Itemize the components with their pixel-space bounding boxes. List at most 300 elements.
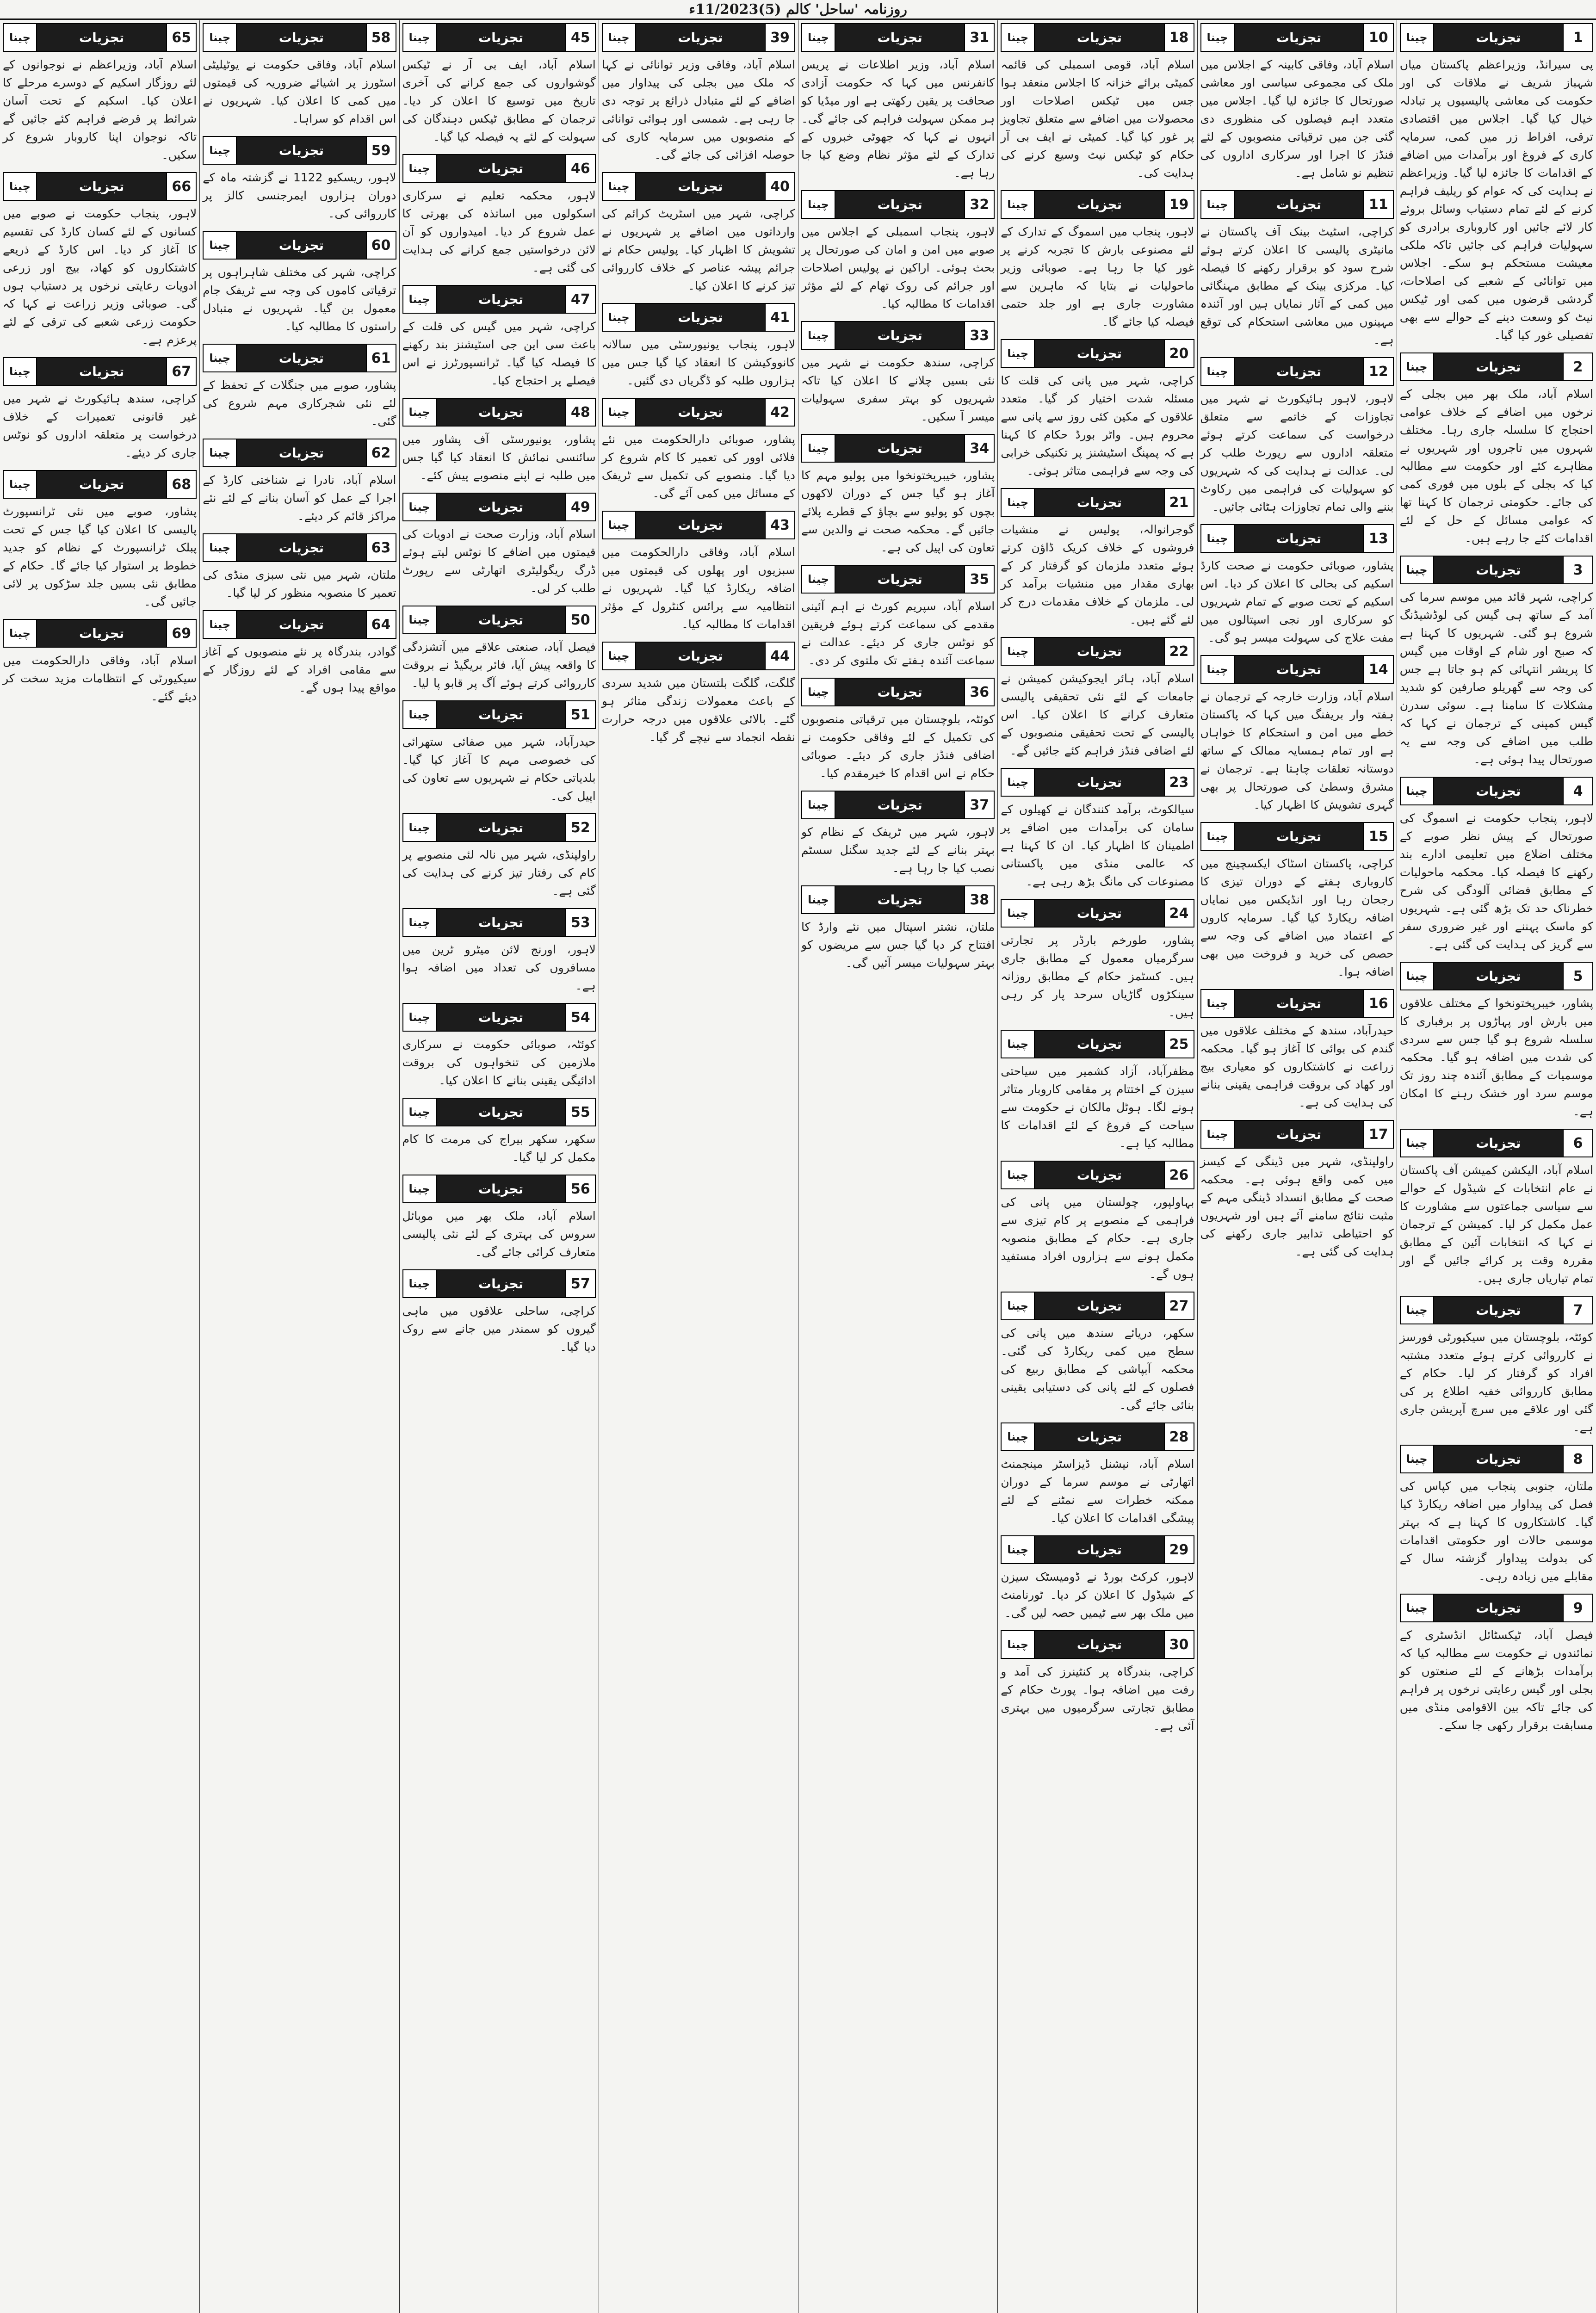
news-item-tag: چینا (1401, 778, 1434, 804)
news-item-tag: چینا (1002, 769, 1035, 796)
news-item-header (402, 154, 596, 183)
news-item-tag: چینا (403, 814, 437, 841)
news-item-number: 22 (1164, 638, 1194, 665)
news-item (203, 136, 396, 223)
news-item (1200, 655, 1394, 814)
news-item-number: 60 (366, 232, 396, 259)
news-item-label: تجزیات (437, 494, 565, 520)
news-item-label: تجزیات (636, 643, 765, 669)
news-item-header (1001, 637, 1194, 666)
news-item-body: سکھر، سکھر بیراج کی مرمت کا کام مکمل کر لیا گیا۔ (402, 1132, 596, 1164)
news-item (203, 533, 396, 602)
news-item-number: 56 (565, 1175, 595, 1202)
news-item-number: 50 (565, 606, 595, 633)
news-item-header (1400, 962, 1593, 990)
news-item (402, 23, 596, 146)
news-item-body: کراچی، شہر میں پانی کی قلت کا مسئلہ شدت اختیار کر گیا۔ متعدد علاقوں کے مکین کئی روز سے پانی سے محروم ہیں۔ واٹر بورڈ حکام کا کہنا ہے کہ پمپنگ اسٹیشنز پر تکنیکی خرابی کی وجہ سے فراہمی متاثر ہوئی۔ (1001, 374, 1194, 477)
news-item-body: لاہور، پنجاب حکومت نے اسموگ کی صورتحال کے پیش نظر صوبے کے مختلف اضلاع میں تعلیمی ادارے بند رکھنے کا فیصلہ کیا۔ محکمہ ماحولیات کے مطابق فضائی آلودگی کی شرح خطرناک حد تک بڑھ گئی ہے۔ شہریوں کو ماسک پہننے اور غیر ضروری سفر سے گریز کی ہدایت کی گئی ہے۔ (1399, 811, 1593, 951)
news-item-body: کراچی، شہر کی مختلف شاہراہوں پر ترقیاتی کاموں کی وجہ سے ٹریفک جام معمول بن گیا۔ شہریوں نے متبادل راستوں کا مطالبہ کیا۔ (203, 266, 396, 333)
news-item-tag: چینا (204, 611, 237, 638)
news-item-tag: چینا (603, 399, 636, 426)
news-item-body: ملتان، نشتر اسپتال میں نئے وارڈ کا افتتاح کر دیا گیا جس سے مریضوں کو بہتر سہولیات میسر آئیں گی۔ (801, 920, 995, 970)
news-item-body: اسلام آباد، وفاقی کابینہ کے اجلاس میں ملک کی مجموعی سیاسی اور معاشی صورتحال کا جائزہ لیا گیا۔ اجلاس میں متعدد اہم فیصلوں کی منظوری دی گئی جن میں ترقیاتی منصوبوں کے لئے فنڈز کا اجرا اور سرکاری اداروں کی تنظیم نو شامل ہے۔ (1200, 58, 1394, 179)
news-item-number: 28 (1164, 1423, 1194, 1450)
news-item (1001, 1630, 1194, 1735)
news-item (203, 439, 396, 525)
news-item (402, 154, 596, 277)
news-item-body: اسلام آباد، قومی اسمبلی کی قائمہ کمیٹی برائے خزانہ کا اجلاس منعقد ہوا جس میں ٹیکس اصلاحات اور محصولات میں اضافے سے متعلق تجاویز پر غور کیا گیا۔ کمیٹی نے ایف بی آر حکام کو ٹیکس نیٹ وسیع کرنے کی ہدایت کی۔ (1001, 58, 1194, 179)
news-item-number: 6 (1563, 1130, 1592, 1156)
news-item-tag: چینا (204, 534, 237, 561)
news-item-number: 40 (765, 173, 794, 200)
news-item-header (203, 533, 396, 562)
news-item-header (203, 231, 396, 260)
news-item-label: تجزیات (1035, 1293, 1163, 1319)
news-item-tag: چینا (1401, 1595, 1434, 1621)
news-item-label: تجزیات (237, 439, 365, 466)
news-item-label: تجزیات (1434, 353, 1563, 380)
news-item (801, 190, 995, 313)
news-item-label: تجزیات (1434, 1595, 1563, 1621)
news-item-number: 23 (1164, 769, 1194, 796)
news-item-number: 54 (565, 1004, 595, 1031)
news-column (0, 20, 199, 2313)
news-item (1001, 1535, 1194, 1622)
news-item-label: تجزیات (437, 1270, 565, 1297)
news-item-body: اسلام آباد، ملک بھر میں موبائل سروس کی بہتری کے لئے نئی پالیسی متعارف کرائی جائے گی۔ (402, 1209, 596, 1259)
news-item-tag: چینا (403, 1004, 437, 1031)
news-item-header (402, 813, 596, 842)
news-item-body: کراچی، سندھ ہائیکورٹ نے شہر میں غیر قانونی تعمیرات کے خلاف درخواست پر متعلقہ اداروں کو نوٹس جاری کر دیئے۔ (3, 392, 197, 459)
news-item-number: 43 (765, 512, 794, 538)
news-item-label: تجزیات (237, 232, 365, 259)
news-item-header (801, 23, 995, 52)
news-item (801, 678, 995, 782)
news-item (1001, 23, 1194, 182)
news-item-body: لاہور، شہر میں ٹریفک کے نظام کو بہتر بنانے کے لئے جدید سگنل سسٹم نصب کیا جا رہا ہے۔ (801, 825, 995, 875)
news-column (1397, 20, 1596, 2313)
news-item-label: تجزیات (636, 399, 765, 426)
news-item-label: تجزیات (437, 606, 565, 633)
news-item-label: تجزیات (835, 191, 964, 218)
news-item-body: اسلام آباد، وزارت صحت نے ادویات کی قیمتوں میں اضافے کا نوٹس لیتے ہوئے ڈرگ ریگولیٹری اتھارٹی سے رپورٹ طلب کر لی۔ (402, 527, 596, 595)
news-item-header (801, 321, 995, 350)
news-item-number: 9 (1563, 1595, 1592, 1621)
news-item-number: 12 (1363, 358, 1393, 385)
news-item-tag: چینا (4, 24, 37, 51)
news-item-tag: چینا (403, 399, 437, 426)
news-item-body: کراچی، سندھ حکومت نے شہر میں نئی بسیں چلانے کا اعلان کیا تاکہ شہریوں کو بہتر سفری سہولیات میسر آ سکیں۔ (801, 356, 995, 423)
news-item-number: 51 (565, 701, 595, 728)
news-item-tag: چینا (1201, 24, 1235, 51)
news-item-number: 44 (765, 643, 794, 669)
news-item-label: تجزیات (237, 611, 365, 638)
news-item-body: کراچی، ساحلی علاقوں میں ماہی گیروں کو سمندر میں جانے سے روک دیا گیا۔ (402, 1304, 596, 1354)
news-column (599, 20, 798, 2313)
news-item-number: 25 (1164, 1031, 1194, 1058)
news-item-header (1200, 190, 1394, 219)
news-item-label: تجزیات (1434, 1446, 1563, 1472)
news-item-label: تجزیات (237, 345, 365, 371)
news-item-tag: چینا (1002, 1423, 1035, 1450)
news-item-label: تجزیات (437, 909, 565, 936)
news-item-number: 37 (964, 792, 994, 818)
news-item-header (203, 23, 396, 52)
news-item-body: پشاور، خیبرپختونخوا کے مختلف علاقوں میں بارش اور پہاڑوں پر برفباری کا سلسلہ شروع ہو گیا جس سے سردی کی شدت میں اضافہ ہو گیا۔ محکمہ موسمیات کے مطابق آئندہ چند روز تک موسم سرد اور خشک رہنے کا امکان ہے۔ (1399, 996, 1593, 1118)
news-item-tag: چینا (603, 173, 636, 200)
news-item-header (602, 398, 795, 427)
news-item-number: 17 (1363, 1121, 1393, 1148)
masthead (0, 0, 1596, 19)
news-item-body: اسلام آباد، وفاقی دارالحکومت میں سیکیورٹی کے انتظامات مزید سخت کر دیئے گئے۔ (3, 654, 197, 703)
news-item-tag: چینا (1002, 489, 1035, 516)
news-item-header (3, 470, 197, 499)
news-item-number: 36 (964, 679, 994, 705)
news-item-label: تجزیات (237, 137, 365, 164)
news-item-label: تجزیات (237, 534, 365, 561)
news-item-tag: چینا (802, 322, 835, 349)
news-item-label: تجزیات (437, 155, 565, 182)
news-item-tag: چینا (603, 304, 636, 331)
news-item-number: 8 (1563, 1446, 1592, 1472)
news-item-tag: چینا (204, 232, 237, 259)
news-item-tag: چینا (1401, 24, 1434, 51)
news-item-tag: چینا (4, 620, 37, 647)
news-item-number: 58 (366, 24, 396, 51)
news-item-body: گوادر، بندرگاہ پر نئے منصوبوں کے آغاز سے مقامی افراد کے لئے روزگار کے مواقع پیدا ہوں گے۔ (203, 645, 396, 694)
news-item-label: تجزیات (37, 620, 166, 647)
news-item-body: اسلام آباد، وفاقی حکومت نے یوٹیلیٹی اسٹورز پر اشیائے ضروریہ کی قیمتوں میں کمی کا اعلان کیا۔ شہریوں نے اس اقدام کو سراہا۔ (203, 58, 396, 125)
news-item (3, 172, 197, 349)
news-item-body: پشاور، صوبائی دارالحکومت میں نئے فلائی اوور کی تعمیر کا کام شروع کر دیا گیا۔ منصوبے کی تکمیل سے ٹریفک کے مسائل میں کمی آئے گی۔ (601, 433, 795, 500)
news-item-header (602, 511, 795, 539)
news-item-header (1001, 1535, 1194, 1564)
news-item-number: 66 (166, 173, 196, 200)
news-item-number: 59 (366, 137, 396, 164)
news-item-number: 30 (1164, 1631, 1194, 1658)
news-item-header (1400, 1445, 1593, 1473)
news-item (1001, 1161, 1194, 1283)
news-item-number: 27 (1164, 1293, 1194, 1319)
news-item-tag: چینا (802, 191, 835, 218)
news-item-label: تجزیات (37, 471, 166, 498)
news-item-number: 41 (765, 304, 794, 331)
news-item-label: تجزیات (1434, 1130, 1563, 1156)
news-item (402, 908, 596, 995)
news-item-tag: چینا (403, 701, 437, 728)
news-item-body: سیالکوٹ، برآمد کنندگان نے کھیلوں کے سامان کی برآمدات میں اضافے پر اطمینان کا اظہار کیا۔ ان کا کہنا ہے کہ عالمی منڈی میں پاکستانی مصنوعات کی مانگ بڑھ رہی ہے۔ (1001, 803, 1194, 888)
news-item-body: حیدرآباد، سندھ کے مختلف علاقوں میں گندم کی بوائی کا آغاز ہو گیا۔ محکمہ زراعت نے کاشتکاروں کو معیاری بیج اور کھاد کی بروقت فراہمی یقینی بنانے کی ہدایت کی ہے۔ (1200, 1024, 1394, 1109)
news-item-label: تجزیات (437, 24, 565, 51)
news-item-number: 3 (1563, 557, 1592, 583)
news-item-label: تجزیات (1434, 1297, 1563, 1323)
news-item-body: اسلام آباد، وفاقی دارالحکومت میں سبزیوں اور پھلوں کی قیمتوں میں اضافہ ریکارڈ کیا گیا۔ شہریوں نے انتظامیہ سے پرائس کنٹرول کے مؤثر اقدامات کا مطالبہ کیا۔ (601, 545, 795, 631)
news-item (1200, 1120, 1394, 1261)
news-item-label: تجزیات (437, 814, 565, 841)
news-item-label: تجزیات (1035, 191, 1163, 218)
news-item-tag: چینا (1401, 557, 1434, 583)
news-item-tag: چینا (1201, 525, 1235, 552)
news-item-header (602, 303, 795, 332)
news-item (1400, 1445, 1593, 1585)
news-item-body: پشاور، یونیورسٹی آف پشاور میں سائنسی نمائش کا انعقاد کیا گیا جس میں طلبہ نے اپنے منصوبے پیش کئے۔ (402, 433, 596, 482)
news-item-number: 1 (1563, 24, 1592, 51)
news-item-body: سکھر، دریائے سندھ میں پانی کی سطح میں کمی ریکارڈ کی گئی۔ محکمہ آبپاشی کے مطابق ربیع کی فصلوں کے لئے پانی کی دستیابی یقینی بنائی جائے گی۔ (1001, 1326, 1194, 1412)
news-item-number: 33 (964, 322, 994, 349)
news-item-body: پشاور، طورخم بارڈر پر تجارتی سرگرمیاں معمول کے مطابق جاری ہیں۔ کسٹمز حکام کے مطابق روزانہ سینکڑوں گاڑیاں سرحد پار کر رہی ہیں۔ (1001, 934, 1194, 1019)
news-item (1400, 962, 1593, 1120)
news-item (203, 610, 396, 697)
news-item-header (3, 23, 197, 52)
news-item-body: لاہور، کرکٹ بورڈ نے ڈومیسٹک سیزن کے شیڈول کا اعلان کر دیا۔ ٹورنامنٹ میں ملک بھر سے ٹیمیں حصہ لیں گی۔ (1001, 1570, 1194, 1620)
news-item-header (1001, 23, 1194, 52)
news-item (3, 23, 197, 164)
news-item-tag: چینا (1002, 1031, 1035, 1058)
news-item (602, 23, 795, 164)
news-item (801, 23, 995, 182)
news-item-number: 49 (565, 494, 595, 520)
news-item-number: 38 (964, 886, 994, 913)
news-item-body: پشاور، خیبرپختونخوا میں پولیو مہم کا آغاز ہو گیا جس کے دوران لاکھوں بچوں کو پولیو سے بچاؤ کے قطرے پلائے جائیں گے۔ محکمہ صحت نے والدین سے تعاون کی اپیل کی ہے۔ (801, 469, 995, 554)
news-item-tag: چینا (603, 512, 636, 538)
news-item-label: تجزیات (835, 566, 964, 593)
news-item-header (402, 285, 596, 314)
news-item-body: لاہور، پنجاب حکومت نے صوبے میں کسانوں کے لئے کسان کارڈ کی تقسیم کا آغاز کر دیا۔ اس کارڈ کے ذریعے کاشتکاروں کو کھاد، بیج اور زرعی ادویات رعایتی نرخوں پر دستیاب ہوں گی۔ صوبائی وزیر زراعت نے کہا کہ حکومت زرعی شعبے کی ترقی کے لئے پرعزم ہے۔ (3, 207, 197, 346)
news-item-header (1400, 23, 1593, 52)
news-item-number: 35 (964, 566, 994, 593)
news-item (402, 813, 596, 900)
news-item-header (1001, 768, 1194, 797)
news-item-body: ملتان، شہر میں نئی سبزی منڈی کی تعمیر کا منصوبہ منظور کر لیا گیا۔ (203, 568, 396, 600)
news-item-body: راولپنڈی، شہر میں نالہ لئی منصوبے پر کام کی رفتار تیز کرنے کی ہدایت کی گئی ہے۔ (402, 848, 596, 897)
news-item-body: راولپنڈی، شہر میں ڈینگی کے کیسز میں کمی واقع ہوئی ہے۔ محکمہ صحت کے مطابق انسداد ڈینگی مہم کے مثبت نتائج سامنے آئے ہیں اور شہریوں کو احتیاطی تدابیر جاری رکھنے کی ہدایت کی گئی ہے۔ (1200, 1155, 1394, 1258)
news-item-tag: چینا (403, 24, 437, 51)
news-column (399, 20, 599, 2313)
news-item-body: گوجرانوالہ، پولیس نے منشیات فروشوں کے خلاف کریک ڈاؤن کرتے ہوئے متعدد ملزمان کو گرفتار کر کے بھاری مقدار میں منشیات برآمد کر لی۔ ملزمان کے خلاف مقدمات درج کر لئے گئے ہیں۔ (1001, 523, 1194, 626)
news-item-body: کراچی، شہر میں گیس کی قلت کے باعث سی این جی اسٹیشنز بند رکھنے کا فیصلہ کیا گیا۔ ٹرانسپورٹرز نے اس فیصلے پر احتجاج کیا۔ (402, 320, 596, 387)
news-item (203, 231, 396, 335)
news-item-header (402, 1098, 596, 1126)
news-item (402, 398, 596, 484)
news-item-number: 69 (166, 620, 196, 647)
news-item-tag: چینا (204, 345, 237, 371)
news-item-number: 34 (964, 435, 994, 462)
news-item-label: تجزیات (835, 24, 964, 51)
news-item-body: اسلام آباد، نیشنل ڈیزاسٹر مینجمنٹ اتھارٹی نے موسم سرما کے دوران ممکنہ خطرات سے نمٹنے کے لئے پیشگی اقدامات کا اعلان کیا۔ (1001, 1457, 1194, 1525)
news-item-header (402, 606, 596, 634)
news-item (1001, 1292, 1194, 1414)
news-item-tag: چینا (204, 24, 237, 51)
news-item-header (1200, 1120, 1394, 1149)
news-item-label: تجزیات (437, 286, 565, 313)
news-item-header (1001, 190, 1194, 219)
news-item-tag: چینا (403, 1270, 437, 1297)
news-item-label: تجزیات (1235, 1121, 1363, 1148)
news-item-label: تجزیات (1434, 557, 1563, 583)
news-item-tag: چینا (1201, 990, 1235, 1017)
news-item-label: تجزیات (1035, 1631, 1163, 1658)
news-item-number: 46 (565, 155, 595, 182)
news-item-number: 21 (1164, 489, 1194, 516)
news-item-number: 65 (166, 24, 196, 51)
news-item-tag: چینا (1201, 358, 1235, 385)
news-item-tag: چینا (403, 1099, 437, 1126)
news-column (1197, 20, 1397, 2313)
news-item-label: تجزیات (1235, 358, 1363, 385)
news-item (1001, 1422, 1194, 1527)
news-item-label: تجزیات (37, 358, 166, 385)
news-item-label: تجزیات (636, 512, 765, 538)
news-item (801, 434, 995, 557)
news-item-label: تجزیات (1035, 769, 1163, 796)
news-item-header (203, 439, 396, 467)
news-item (602, 303, 795, 390)
news-item-tag: چینا (403, 155, 437, 182)
news-item-tag: چینا (802, 24, 835, 51)
news-item-number: 19 (1164, 191, 1194, 218)
news-item-header (801, 791, 995, 819)
news-item (402, 285, 596, 390)
news-item (402, 1175, 596, 1261)
news-item-body: اسلام آباد، الیکشن کمیشن آف پاکستان نے عام انتخابات کے شیڈول کے حوالے سے سیاسی جماعتوں سے مشاورت کا عمل مکمل کر لیا۔ کمیشن کے ترجمان نے کہا کہ انتخابات آئین کے مطابق مقررہ وقت پر کرائے جائیں گے اور تمام تیاریاں جاری ہیں۔ (1399, 1163, 1593, 1285)
news-item-header (801, 678, 995, 706)
news-item (1400, 556, 1593, 768)
news-item (1001, 768, 1194, 891)
news-item (1400, 777, 1593, 953)
news-item-label: تجزیات (1035, 340, 1163, 367)
news-item-header (1400, 777, 1593, 805)
news-item-body: اسلام آباد، وزیراعظم نے نوجوانوں کے لئے روزگار اسکیم کے دوسرے مرحلے کا اعلان کیا۔ اسکیم کے تحت آسان شرائط پر قرضے فراہم کئے جائیں گے تاکہ نوجوان اپنا کاروبار شروع کر سکیں۔ (3, 58, 197, 161)
news-item-number: 10 (1363, 24, 1393, 51)
news-item-body: لاہور، ریسکیو 1122 نے گزشتہ ماہ کے دوران ہزاروں ایمرجنسی کالز پر کارروائی کی۔ (203, 171, 396, 220)
news-item-header (801, 190, 995, 219)
news-item-label: تجزیات (835, 322, 964, 349)
news-item-header (402, 398, 596, 427)
news-item-label: تجزیات (437, 701, 565, 728)
news-item-header (1400, 353, 1593, 381)
news-item-label: تجزیات (37, 173, 166, 200)
news-item-label: تجزیات (1235, 656, 1363, 683)
news-item-body: بہاولپور، چولستان میں پانی کی فراہمی کے منصوبے پر کام تیزی سے جاری ہے۔ حکام کے مطابق منصوبہ مکمل ہونے سے ہزاروں افراد مستفید ہوں گے۔ (1001, 1195, 1194, 1281)
news-item-number: 55 (565, 1099, 595, 1126)
news-item-tag: چینا (802, 566, 835, 593)
news-item-number: 61 (366, 345, 396, 371)
news-item-number: 57 (565, 1270, 595, 1297)
news-item-label: تجزیات (1035, 1031, 1163, 1058)
news-item-label: تجزیات (1235, 990, 1363, 1017)
news-item-header (402, 1269, 596, 1298)
news-item-label: تجزیات (37, 24, 166, 51)
news-item-header (602, 23, 795, 52)
news-item-body: اسلام آباد، ہائر ایجوکیشن کمیشن نے جامعات کے لئے نئی تحقیقی پالیسی متعارف کرانے کا اعلان کیا۔ اس پالیسی کے تحت تحقیقی منصوبوں کے لئے اضافی فنڈز فراہم کئے جائیں گے۔ (1001, 672, 1194, 757)
news-item-body: لاہور، پنجاب اسمبلی کے اجلاس میں صوبے میں امن و امان کی صورتحال پر بحث ہوئی۔ اراکین نے پولیس اصلاحات اور جرائم کی روک تھام کے لئے مؤثر اقدامات کا مطالبہ کیا۔ (801, 225, 995, 310)
news-item-tag: چینا (1401, 1297, 1434, 1323)
news-item (1001, 637, 1194, 760)
news-item-label: تجزیات (636, 173, 765, 200)
news-item-header (203, 136, 396, 165)
news-item-number: 5 (1563, 963, 1592, 990)
news-item-label: تجزیات (1235, 823, 1363, 850)
news-item-body: حیدرآباد، شہر میں صفائی ستھرائی کی خصوصی مہم کا آغاز کیا گیا۔ بلدیاتی حکام نے شہریوں سے تعاون کی اپیل کی۔ (402, 735, 596, 803)
news-item-label: تجزیات (437, 1175, 565, 1202)
news-item-header (1001, 899, 1194, 928)
news-item-body: کوئٹہ، صوبائی حکومت نے سرکاری ملازمین کی تنخواہوں کی بروقت ادائیگی یقینی بنانے کا اعلان کیا۔ (402, 1038, 596, 1087)
news-item (402, 606, 596, 692)
news-item-number: 14 (1363, 656, 1393, 683)
masthead-divider (0, 19, 1596, 20)
news-item-label: تجزیات (437, 1004, 565, 1031)
news-item-body: کراچی، پاکستان اسٹاک ایکسچینج میں کاروباری ہفتے کے دوران تیزی کا رجحان رہا اور انڈیکس میں نمایاں اضافہ ریکارڈ کیا گیا۔ سرمایہ کاروں کے اعتماد میں اضافے کی وجہ سے حصص کی خرید و فروخت میں بھی اضافہ ہوا۔ (1200, 857, 1394, 978)
news-item-tag: چینا (204, 137, 237, 164)
news-item-header (801, 565, 995, 594)
news-item-header (1200, 822, 1394, 851)
news-item (1400, 23, 1593, 344)
news-item-body: لاہور، پنجاب یونیورسٹی میں سالانہ کانووکیشن کا انعقاد کیا گیا جس میں ہزاروں طلبہ کو ڈگریاں دی گئیں۔ (601, 338, 795, 387)
news-item-header (1001, 488, 1194, 517)
news-item-header (1001, 1030, 1194, 1058)
news-item-header (602, 642, 795, 670)
news-item-body: مظفرآباد، آزاد کشمیر میں سیاحتی سیزن کے اختتام پر مقامی کاروبار متاثر ہونے لگا۔ ہوٹل مالکان نے حکومت سے سیاحت کے فروغ کے لئے اقدامات کا مطالبہ کیا ہے۔ (1001, 1064, 1194, 1150)
news-item-tag: چینا (603, 643, 636, 669)
news-item-label: تجزیات (1434, 963, 1563, 990)
news-item-header (801, 885, 995, 914)
news-item-label: تجزیات (835, 886, 964, 913)
news-item-header (402, 1003, 596, 1032)
news-item-label: تجزیات (835, 435, 964, 462)
news-item-header (1200, 357, 1394, 386)
news-item-body: کوئٹہ، بلوچستان میں ترقیاتی منصوبوں کی تکمیل کے لئے وفاقی حکومت نے اضافی فنڈز جاری کر دیئے۔ صوبائی حکام نے اس اقدام کا خیرمقدم کیا۔ (801, 712, 995, 780)
news-item-body: کراچی، اسٹیٹ بینک آف پاکستان نے مانیٹری پالیسی کا اعلان کرتے ہوئے شرح سود کو برقرار رکھنے کا فیصلہ کیا۔ مرکزی بینک کے مطابق مہنگائی میں کمی کے آثار نمایاں ہیں اور آئندہ مہینوں میں معاشی استحکام کی توقع ہے۔ (1200, 225, 1394, 346)
news-item-tag: چینا (4, 471, 37, 498)
news-item (1200, 23, 1394, 182)
news-item (1400, 353, 1593, 547)
news-item-body: لاہور، پنجاب میں اسموگ کے تدارک کے لئے مصنوعی بارش کا تجربہ کرنے پر غور کیا جا رہا ہے۔ صوبائی وزیر ماحولیات نے بتایا کہ ماہرین سے مشاورت جاری ہے اور جلد حتمی فیصلہ کیا جائے گا۔ (1001, 225, 1194, 328)
news-item-number: 63 (366, 534, 396, 561)
news-item-number: 7 (1563, 1297, 1592, 1323)
news-item-body: کراچی، شہر میں اسٹریٹ کرائم کی وارداتوں میں اضافے پر شہریوں نے تشویش کا اظہار کیا۔ پولیس حکام نے جرائم پیشہ عناصر کے خلاف کارروائی تیز کرنے کا اعلان کیا۔ (601, 207, 795, 292)
news-item-number: 53 (565, 909, 595, 936)
news-item-tag: چینا (403, 286, 437, 313)
news-item (203, 344, 396, 430)
news-item-header (1001, 339, 1194, 368)
news-item (602, 172, 795, 295)
news-item-body: کوئٹہ، بلوچستان میں سیکیورٹی فورسز نے کارروائی کرتے ہوئے متعدد مشتبہ افراد کو گرفتار کر لیا۔ حکام کے مطابق کارروائی خفیہ اطلاع پر کی گئی اور علاقے میں سرچ آپریشن جاری ہے۔ (1399, 1330, 1593, 1434)
news-item-header (3, 619, 197, 648)
news-item-tag: چینا (1002, 1536, 1035, 1563)
news-item-header (1001, 1161, 1194, 1189)
news-item-tag: چینا (4, 358, 37, 385)
news-item-number: 4 (1563, 778, 1592, 804)
news-item-tag: چینا (1201, 656, 1235, 683)
news-item-tag: چینا (1201, 191, 1235, 218)
news-item-label: تجزیات (1035, 1162, 1163, 1188)
news-item-number: 68 (166, 471, 196, 498)
news-item-label: تجزیات (835, 792, 964, 818)
news-item-header (602, 172, 795, 201)
news-item-body: لاہور، اورنج لائن میٹرو ٹرین میں مسافروں کی تعداد میں اضافہ ہوا ہے۔ (402, 943, 596, 992)
news-item (3, 619, 197, 705)
news-column (997, 20, 1197, 2313)
news-item-tag: چینا (1002, 638, 1035, 665)
news-item-tag: چینا (802, 435, 835, 462)
news-item-tag: چینا (204, 439, 237, 466)
news-columns (0, 20, 1596, 2313)
news-item-number: 31 (964, 24, 994, 51)
news-item-number: 26 (1164, 1162, 1194, 1188)
news-item-number: 16 (1363, 990, 1393, 1017)
news-item-body: پشاور، صوبے میں نئی ٹرانسپورٹ پالیسی کا اعلان کیا گیا جس کے تحت پبلک ٹرانسپورٹ کے نظام کو جدید خطوط پر استوار کیا جائے گا۔ حکام کے مطابق نئی بسیں جلد سڑکوں پر لائی جائیں گی۔ (3, 505, 197, 608)
news-item-header (402, 700, 596, 729)
